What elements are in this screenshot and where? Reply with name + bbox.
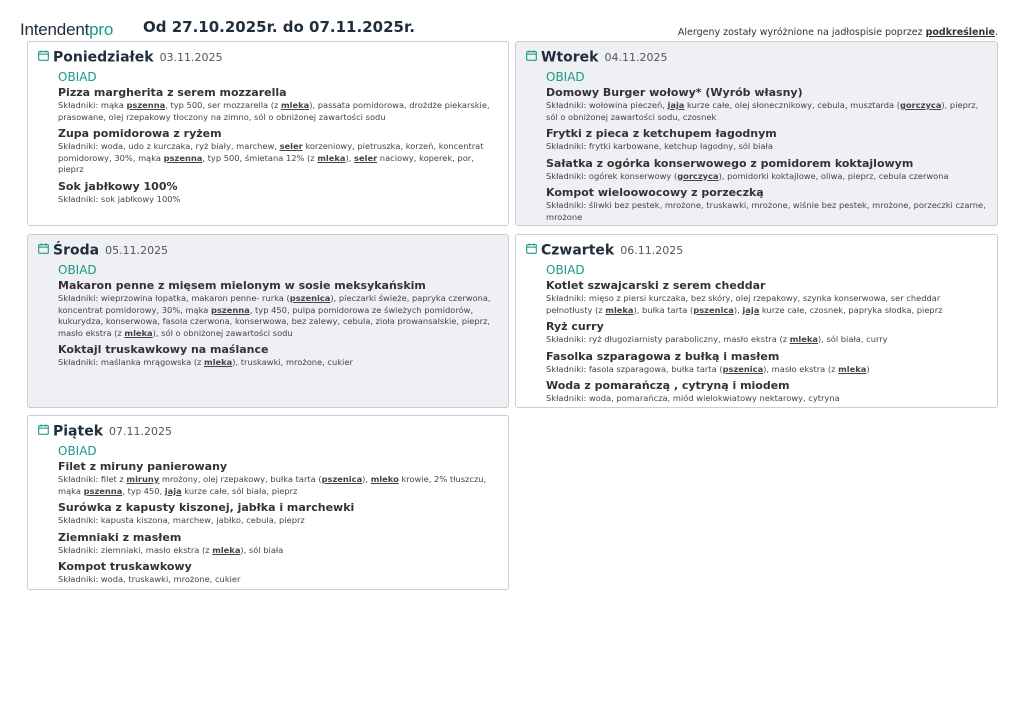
ingredients-text: Składniki: śliwki bez pestek, mrożone, truskawki, mrożone, wiśnie bez pestek, mrożone, porzeczki czarne, mrożone	[546, 200, 986, 222]
day-header	[526, 47, 987, 67]
dish-name: Kotlet szwajcarski z serem cheddar	[546, 279, 766, 292]
logo	[20, 20, 113, 40]
day-header	[526, 240, 987, 260]
ingredients-prefix: Składniki:	[58, 574, 99, 584]
ingredients-text: Składniki: ryż długoziarnisty paraboliczny, masło ekstra (z mleka), sól biała, curry	[546, 334, 888, 344]
meal-label: OBIAD	[58, 263, 97, 277]
dish-name: Makaron penne z mięsem mielonym w sosie meksykańskim	[58, 279, 426, 292]
dish-item	[546, 86, 987, 123]
ingredients-text: Składniki: wieprzowina łopatka, makaron penne- rurka (pszenica), pieczarki świeże, papryka czerwona, koncentrat pomidorowy, 30%, mąka pszenna, typ 450, pulpa pomidorowa ze świeżych pomidorów, kukurydza, konserwowa, fasola czerwona, konserwowa, bez zalewy, cebula, zioła prowansalskie, pieprz, masło ekstra (z mleka), sól o obniżonej zawartości sodu	[58, 293, 491, 338]
calendar-icon	[38, 50, 49, 61]
ingredients-prefix: Składniki:	[58, 293, 99, 303]
dish-item	[58, 279, 498, 339]
ingredients-prefix: Składniki:	[58, 141, 99, 151]
dish-name: Ryż curry	[546, 320, 604, 333]
day-card-friday	[27, 415, 509, 590]
dish-item	[58, 86, 498, 123]
dish-name: Frytki z pieca z ketchupem łagodnym	[546, 127, 777, 140]
dish-name: Fasolka szparagowa z bułką i masłem	[546, 349, 780, 363]
ingredients-prefix: Składniki:	[546, 200, 587, 210]
day-name: Wtorek	[541, 49, 599, 66]
dish-name: Pizza margherita z serem mozzarella	[58, 86, 287, 99]
day-card-monday	[27, 41, 509, 226]
ingredients-text: Składniki: mąka pszenna, typ 500, ser mozzarella (z mleka), passata pomidorowa, drożdże piekarskie, prasowane, olej rzepakowy tłoczony na zimno, sól o obniżonej zawartości sodu	[58, 100, 490, 122]
allergen: mleka	[317, 152, 346, 163]
day-name: Piątek	[53, 423, 104, 440]
ingredients-text: Składniki: frytki karbowane, ketchup łagodny, sól biała	[546, 141, 773, 151]
ingredients-prefix: Składniki:	[58, 474, 99, 484]
allergen: mleka	[789, 334, 818, 344]
allergen: mleka	[838, 363, 867, 374]
dish-item	[546, 379, 987, 405]
ingredients-prefix: Składniki:	[546, 170, 587, 181]
allergen-note-prefix: Alergeny zostały wyróżnione na jadłospisie poprzez	[677, 27, 926, 38]
allergen: mleka	[280, 100, 310, 110]
dish-item	[58, 460, 498, 497]
calendar-icon	[38, 424, 49, 435]
allergen: jaja	[742, 304, 760, 315]
allergen-note	[678, 27, 998, 38]
day-name: Środa	[53, 242, 100, 259]
allergen: pszenna	[83, 485, 123, 496]
allergen: mleka	[212, 544, 241, 555]
ingredients-prefix: Składniki:	[546, 393, 587, 403]
day-header	[38, 240, 498, 260]
day-date: 05.11.2025	[105, 244, 169, 257]
allergen: mleko	[370, 474, 399, 484]
allergen: pszenna	[211, 304, 250, 315]
dish-item	[546, 186, 987, 223]
meal-label: OBIAD	[58, 444, 97, 458]
dish-name: Zupa pomidorowa z ryżem	[58, 127, 222, 140]
calendar-icon	[38, 243, 49, 254]
ingredients-text: Składniki: mięso z piersi kurczaka, bez skóry, olej rzepakowy, szynka konserwowa, ser cheddar pełnotłusty (z mleka), bułka tarta (pszenica), jaja kurze całe, czosnek, papryka słodka, pieprz	[546, 293, 943, 315]
day-date: 07.11.2025	[109, 425, 172, 438]
day-name: Poniedziałek	[53, 49, 154, 66]
dish-name: Domowy Burger wołowy* (Wyrób własny)	[546, 86, 803, 99]
allergen: mleka	[204, 357, 233, 367]
dish-item	[58, 343, 498, 369]
allergen: pszenica	[693, 304, 734, 315]
dish-item	[546, 127, 987, 153]
day-header	[38, 421, 498, 441]
ingredients-text: Składniki: woda, udo z kurczaka, ryż biały, marchew, seler korzeniowy, pietruszka, korzeń, koncentrat pomidorowy, 30%, mąka pszenna, typ 500, śmietana 12% (z mleka), seler naciowy, koperek, por, pieprz	[58, 141, 484, 174]
ingredients-prefix: Składniki:	[546, 141, 587, 151]
day-card-wednesday	[27, 234, 509, 408]
dish-name: Woda z pomarańczą , cytryną i miodem	[546, 379, 790, 392]
day-card-thursday	[515, 234, 998, 408]
dish-name: Sok jabłkowy 100%	[58, 179, 178, 193]
dish-item	[546, 279, 987, 316]
logo-accent: pro	[89, 20, 114, 39]
top-bar	[20, 18, 998, 42]
ingredients-prefix: Składniki:	[546, 293, 587, 303]
dish-item	[58, 531, 498, 557]
menu-period-title: Od 27.10.2025r. do 07.11.2025r.	[143, 18, 415, 36]
dish-name: Sałatka z ogórka konserwowego z pomidorem koktajlowym	[546, 156, 914, 170]
ingredients-text: Składniki: woda, truskawki, mrożone, cukier	[58, 574, 241, 584]
dish-item	[58, 127, 498, 176]
meal-label: OBIAD	[546, 70, 585, 84]
day-date: 06.11.2025	[620, 244, 684, 257]
allergen-note-emphasis: podkreślenie	[925, 27, 995, 38]
ingredients-text: Składniki: sok jabłkowy 100%	[58, 193, 181, 204]
dish-name: Ziemniaki z masłem	[58, 530, 182, 544]
allergen: seler	[279, 141, 303, 151]
logo-main: Intendent	[20, 20, 90, 39]
dish-item	[546, 350, 987, 376]
day-date: 03.11.2025	[159, 51, 223, 64]
allergen: jaja	[667, 100, 685, 110]
dish-item	[58, 560, 498, 586]
dish-item	[546, 157, 987, 183]
allergen-note-suffix: .	[994, 27, 998, 38]
ingredients-text: Składniki: woda, pomarańcza, miód wielokwiatowy nektarowy, cytryna	[546, 393, 840, 403]
ingredients-prefix: Składniki:	[546, 363, 587, 374]
allergen: pszenna	[163, 152, 203, 163]
ingredients-text: Składniki: ogórek konserwowy (gorczyca), pomidorki koktajlowe, oliwa, pieprz, cebula czerwona	[546, 170, 949, 181]
ingredients-prefix: Składniki:	[58, 357, 99, 367]
allergen: pszenica	[289, 293, 331, 303]
dish-name: Kompot truskawkowy	[58, 560, 192, 573]
allergen: gorczyca	[900, 100, 942, 110]
dish-name: Kompot wieloowocowy z porzeczką	[546, 186, 764, 199]
ingredients-text: Składniki: filet z miruny mrożony, olej rzepakowy, bułka tarta (pszenica), mleko krowie, 2% tłuszczu, mąka pszenna, typ 450, jaja kurze całe, sól biała, pieprz	[58, 474, 487, 496]
allergen: mleka	[605, 304, 634, 315]
ingredients-text: Składniki: wołowina pieczeń, jaja kurze całe, olej słonecznikowy, cebula, musztarda (gorczyca), pieprz, sól o obniżonej zawartości sodu, czosnek	[546, 100, 979, 122]
allergen: seler	[354, 152, 378, 163]
day-date: 04.11.2025	[604, 51, 668, 64]
allergen: pszenica	[321, 474, 363, 484]
allergen: jaja	[164, 485, 182, 496]
calendar-icon	[526, 243, 537, 254]
ingredients-prefix: Składniki:	[58, 544, 99, 555]
allergen: mleka	[124, 327, 153, 338]
calendar-icon	[526, 50, 537, 61]
allergen: miruny	[126, 474, 160, 484]
meal-label: OBIAD	[546, 263, 585, 277]
allergen: pszenna	[126, 100, 166, 110]
dish-item	[58, 501, 498, 527]
day-header	[38, 47, 498, 67]
ingredients-prefix: Składniki:	[58, 100, 99, 110]
ingredients-text: Składniki: maślanka mrągowska (z mleka), truskawki, mrożone, cukier	[58, 357, 353, 367]
day-card-tuesday	[515, 41, 998, 226]
ingredients-prefix: Składniki:	[58, 193, 99, 204]
ingredients-prefix: Składniki:	[58, 515, 99, 525]
ingredients-text: Składniki: ziemniaki, masło ekstra (z mleka), sól biała	[58, 544, 284, 555]
day-name: Czwartek	[541, 242, 615, 259]
allergen: pszenica	[722, 363, 764, 374]
dish-name: Koktajl truskawkowy na maślance	[58, 343, 269, 356]
meal-label: OBIAD	[58, 70, 97, 84]
allergen: gorczyca	[677, 170, 719, 181]
dish-item	[58, 180, 498, 206]
ingredients-text: Składniki: kapusta kiszona, marchew, jabłko, cebula, pieprz	[58, 515, 305, 525]
ingredients-text: Składniki: fasola szparagowa, bułka tarta (pszenica), masło ekstra (z mleka)	[546, 363, 870, 374]
dish-name: Surówka z kapusty kiszonej, jabłka i marchewki	[58, 501, 355, 514]
ingredients-prefix: Składniki:	[546, 334, 587, 344]
dish-name: Filet z miruny panierowany	[58, 460, 228, 473]
dish-item	[546, 320, 987, 346]
ingredients-prefix: Składniki:	[546, 100, 587, 110]
